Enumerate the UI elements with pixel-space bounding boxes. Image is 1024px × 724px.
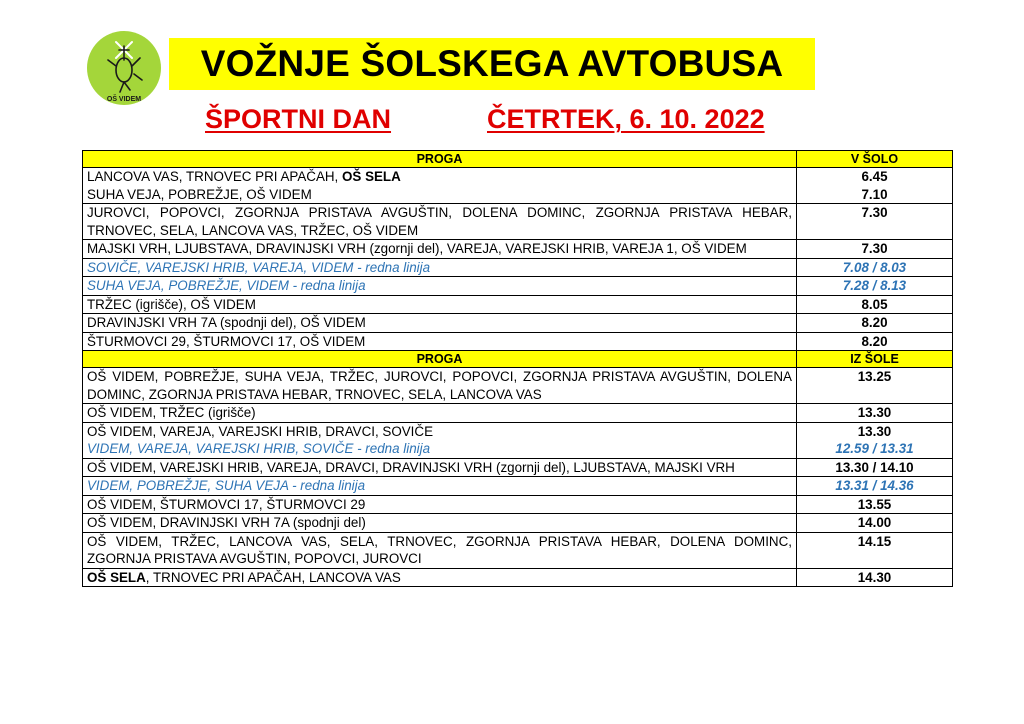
bus-schedule-table [82, 150, 953, 587]
header-route: PROGA [83, 351, 797, 368]
table-row [83, 404, 953, 423]
route-cell: TRŽEC (igrišče), OŠ VIDEM [83, 295, 797, 314]
school-logo [86, 30, 162, 106]
table-row [83, 422, 953, 458]
subtitle-date: ČETRTEK, 6. 10. 2022 [487, 104, 765, 134]
route-cell: OŠ VIDEM, ŠTURMOVCI 17, ŠTURMOVCI 29 [83, 495, 797, 514]
route-cell: MAJSKI VRH, LJUBSTAVA, DRAVINJSKI VRH (zgornji del), VAREJA, VAREJSKI HRIB, VAREJA 1, OŠ VIDEM [83, 240, 797, 259]
route-text: LANCOVA VAS, TRNOVEC PRI APAČAH, [87, 169, 342, 184]
route-cell: OŠ VIDEM, DRAVINJSKI VRH 7A (spodnji del) [83, 514, 797, 533]
time-cell: 14.30 [797, 568, 953, 587]
time-cell: 8.05 [797, 295, 953, 314]
time-cell: 8.20 [797, 314, 953, 333]
time-text: 13.30 [857, 423, 892, 439]
title-banner [169, 38, 815, 90]
route-cell [83, 568, 797, 587]
table-row [83, 204, 953, 240]
table-header-row [83, 351, 953, 368]
route-cell: OŠ VIDEM, TRŽEC, LANCOVA VAS, SELA, TRNOVEC, ZGORNJA PRISTAVA HEBAR, DOLENA DOMINC, ZGORNJA PRISTAVA AVGUŠTIN, POPOVCI, JUROVCI [83, 532, 797, 568]
route-bold-text: OŠ SELA [87, 569, 146, 585]
table-row [83, 532, 953, 568]
route-cell: OŠ VIDEM, VAREJSKI HRIB, VAREJA, DRAVCI, DRAVINJSKI VRH (zgornji del), LJUBSTAVA, MAJSKI VRH [83, 458, 797, 477]
table-row-regular-line [83, 277, 953, 296]
table-row [83, 332, 953, 351]
route-text: OŠ VIDEM, VAREJA, VAREJSKI HRIB, DRAVCI, SOVIČE [87, 423, 433, 439]
header-time-from-school: IZ ŠOLE [797, 351, 953, 368]
table-row [83, 168, 953, 204]
table-row [83, 368, 953, 404]
table-row [83, 295, 953, 314]
table-row [83, 514, 953, 533]
header-time-to-school: V ŠOLO [797, 151, 953, 168]
time-cell: 13.30 / 14.10 [797, 458, 953, 477]
time-cell: 7.30 [797, 240, 953, 259]
route-cell [83, 168, 797, 204]
time-cell: 13.55 [797, 495, 953, 514]
time-text-regular-line: 12.59 / 13.31 [835, 441, 914, 456]
route-text: , TRNOVEC PRI APAČAH, LANCOVA VAS [145, 569, 401, 585]
time-cell: 8.20 [797, 332, 953, 351]
time-cell: 7.28 / 8.13 [797, 277, 953, 296]
route-text-regular-line: VIDEM, VAREJA, VAREJSKI HRIB, SOVIČE - redna linija [87, 441, 431, 456]
route-text: SUHA VEJA, POBREŽJE, OŠ VIDEM [87, 186, 312, 202]
route-cell: OŠ VIDEM, POBREŽJE, SUHA VEJA, TRŽEC, JUROVCI, POPOVCI, ZGORNJA PRISTAVA AVGUŠTIN, DOLENA DOMINC, ZGORNJA PRISTAVA HEBAR, TRNOVEC, SELA, LANCOVA VAS [83, 368, 797, 404]
table-row [83, 495, 953, 514]
route-cell: VIDEM, POBREŽJE, SUHA VEJA - redna linija [83, 477, 797, 496]
subtitle-event: ŠPORTNI DAN [205, 104, 392, 134]
time-cell: 13.31 / 14.36 [797, 477, 953, 496]
route-cell: JUROVCI, POPOVCI, ZGORNJA PRISTAVA AVGUŠTIN, DOLENA DOMINC, ZGORNJA PRISTAVA HEBAR, TRNOVEC, SELA, LANCOVA VAS, TRŽEC, OŠ VIDEM [83, 204, 797, 240]
route-cell: ŠTURMOVCI 29, ŠTURMOVCI 17, OŠ VIDEM [83, 332, 797, 351]
route-cell: DRAVINJSKI VRH 7A (spodnji del), OŠ VIDEM [83, 314, 797, 333]
table-row-regular-line [83, 477, 953, 496]
logo-text: OŠ VIDEM [106, 96, 142, 103]
time-text: 6.45 [861, 169, 888, 184]
route-cell: SUHA VEJA, POBREŽJE, VIDEM - redna linija [83, 277, 797, 296]
time-text: 7.10 [861, 186, 888, 202]
table-row [83, 240, 953, 259]
page-title: VOŽNJE ŠOLSKEGA AVTOBUSA [200, 43, 784, 84]
time-cell: 7.08 / 8.03 [797, 258, 953, 277]
time-cell [797, 168, 953, 204]
time-cell: 14.00 [797, 514, 953, 533]
time-cell: 7.30 [797, 204, 953, 240]
header-route: PROGA [83, 151, 797, 168]
time-cell: 13.30 [797, 404, 953, 423]
table-header-row [83, 151, 953, 168]
table-row [83, 458, 953, 477]
time-cell [797, 422, 953, 458]
table-row [83, 568, 953, 587]
table-row [83, 314, 953, 333]
route-cell: SOVIČE, VAREJSKI HRIB, VAREJA, VIDEM - redna linija [83, 258, 797, 277]
time-cell: 14.15 [797, 532, 953, 568]
route-cell [83, 422, 797, 458]
table-row-regular-line [83, 258, 953, 277]
time-cell: 13.25 [797, 368, 953, 404]
route-bold-text: OŠ SELA [342, 169, 401, 184]
route-cell: OŠ VIDEM, TRŽEC (igrišče) [83, 404, 797, 423]
